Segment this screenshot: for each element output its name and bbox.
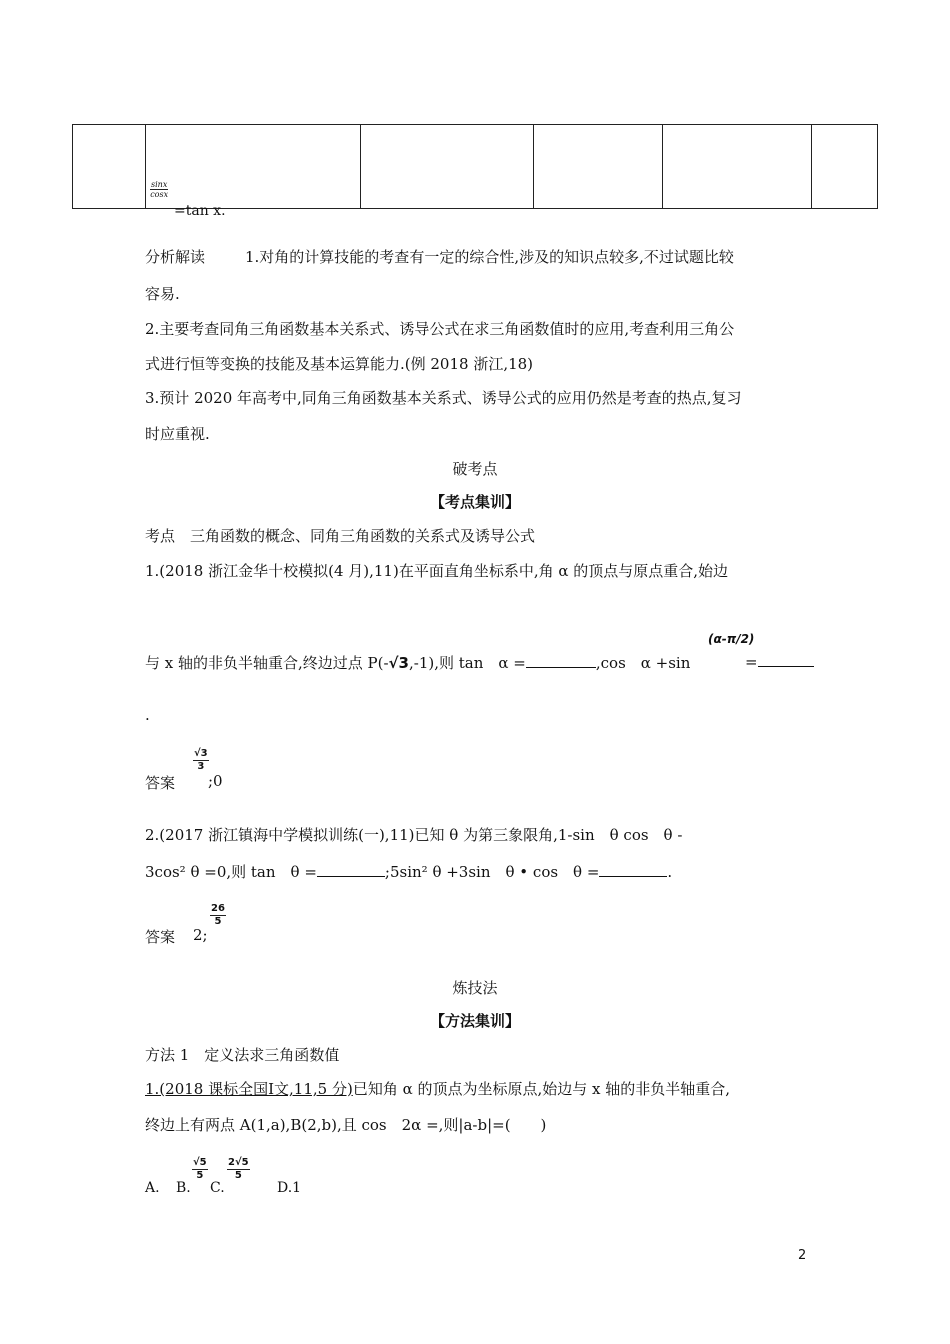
fraction-denominator: cosx xyxy=(150,190,169,199)
q3-source: 1.(2018 课标全国Ⅰ文,11,5 分) xyxy=(145,1080,353,1098)
section-subheading: 【方法集训】 xyxy=(429,1012,520,1030)
26-over-5-fraction xyxy=(210,903,226,928)
fraction-denominator: 3 xyxy=(197,761,205,772)
q2-stem-line1: 2.(2017 浙江镇海中学模拟训练(一),11)已知 θ 为第三象限角,1-sin θ cos θ - xyxy=(145,826,683,844)
sin-cos-fraction xyxy=(150,180,168,199)
answer-blank xyxy=(317,862,385,877)
q1-tail xyxy=(745,652,814,671)
option-a: A. xyxy=(145,1180,160,1196)
q1-period: . xyxy=(145,706,150,724)
analysis-p1-line2: 容易. xyxy=(145,285,180,303)
page-number: 2 xyxy=(798,1248,807,1263)
alpha-minus-half-pi-expr: (α-π/2) xyxy=(708,632,755,646)
fraction-denominator: 5 xyxy=(196,1170,204,1181)
method-title: 方法 1 定义法求三角函数值 xyxy=(145,1046,340,1064)
sqrt3-radical: √3 xyxy=(388,654,409,672)
table-fragment xyxy=(72,124,878,209)
tan-identity-suffix: =tan x. xyxy=(174,203,226,219)
analysis-p3-line2: 时应重视. xyxy=(145,425,210,443)
section-heading: 破考点 xyxy=(452,460,498,478)
q3-stem-line1 xyxy=(145,1078,730,1099)
analysis-p1-line1: 1.对角的计算技能的考查有一定的综合性,涉及的知识点较多,不过试题比较 xyxy=(245,248,734,266)
table-divider xyxy=(662,125,663,208)
option-b-fraction xyxy=(192,1157,208,1182)
fraction-numerator: √5 xyxy=(193,1157,207,1168)
fraction-numerator: sinx xyxy=(151,180,168,189)
answer-blank xyxy=(526,653,596,668)
q3-text: 已知角 α 的顶点为坐标原点,始边与 x 轴的非负半轴重合, xyxy=(352,1080,731,1098)
q1-text-b: ,-1),则 tan α = xyxy=(409,654,526,672)
q3-stem-line2: 终边上有两点 A(1,a),B(2,b),且 cos 2α =,则|a-b|=( ) xyxy=(145,1116,547,1134)
option-b: B. xyxy=(176,1180,191,1196)
fraction-numerator: 26 xyxy=(211,903,225,914)
fraction-denominator: 5 xyxy=(234,1170,242,1181)
analysis-p3-line1: 3.预计 2020 年高考中,同角三角函数基本关系式、诱导公式的应用仍然是考查的热点,复习 xyxy=(145,389,742,407)
q1-text-c: ,cos α +sin xyxy=(595,654,691,672)
option-c: C. xyxy=(210,1180,225,1196)
q1-stem-line1: 1.(2018 浙江金华十校模拟(4 月),11)在平面直角坐标系中,角 α 的顶点与原点重合,始边 xyxy=(145,562,729,580)
option-c-fraction xyxy=(227,1157,250,1182)
q1-stem-line2 xyxy=(145,652,690,673)
q2-answer-first: 2; xyxy=(193,926,208,944)
table-divider xyxy=(145,125,146,208)
sqrt3-over-3-fraction xyxy=(193,748,209,773)
fraction-numerator: √3 xyxy=(194,748,208,759)
analysis-p2-line1: 2.主要考查同角三角函数基本关系式、诱导公式在求三角函数值时的应用,考查利用三角公 xyxy=(145,320,735,338)
equals-sign: = xyxy=(745,653,758,671)
topic-title: 考点 三角函数的概念、同角三角函数的关系式及诱导公式 xyxy=(145,527,536,545)
answer-blank xyxy=(599,862,667,877)
section-subheading: 【考点集训】 xyxy=(429,493,520,511)
q2-stem-line2 xyxy=(145,861,672,882)
table-divider xyxy=(811,125,812,208)
q2-text-b: ;5sin² θ +3sin θ • cos θ = xyxy=(384,863,600,881)
analysis-label: 分析解读 xyxy=(145,248,206,266)
q2-text-c: . xyxy=(667,863,673,881)
table-divider xyxy=(533,125,534,208)
q1-text-a: 与 x 轴的非负半轴重合,终边过点 P(- xyxy=(145,654,389,672)
section-heading: 炼技法 xyxy=(452,979,498,997)
q1-answer-label: 答案 xyxy=(145,774,176,792)
q2-answer-label: 答案 xyxy=(145,928,176,946)
option-d: D.1 xyxy=(277,1180,302,1196)
fraction-numerator: 2√5 xyxy=(228,1157,249,1168)
q1-answer-rest: ;0 xyxy=(208,772,223,790)
analysis-p2-line2: 式进行恒等变换的技能及基本运算能力.(例 2018 浙江,18) xyxy=(145,355,534,373)
fraction-denominator: 5 xyxy=(214,916,222,927)
table-divider xyxy=(360,125,361,208)
q2-text-a: 3cos² θ =0,则 tan θ = xyxy=(145,863,317,881)
answer-blank xyxy=(758,652,814,667)
